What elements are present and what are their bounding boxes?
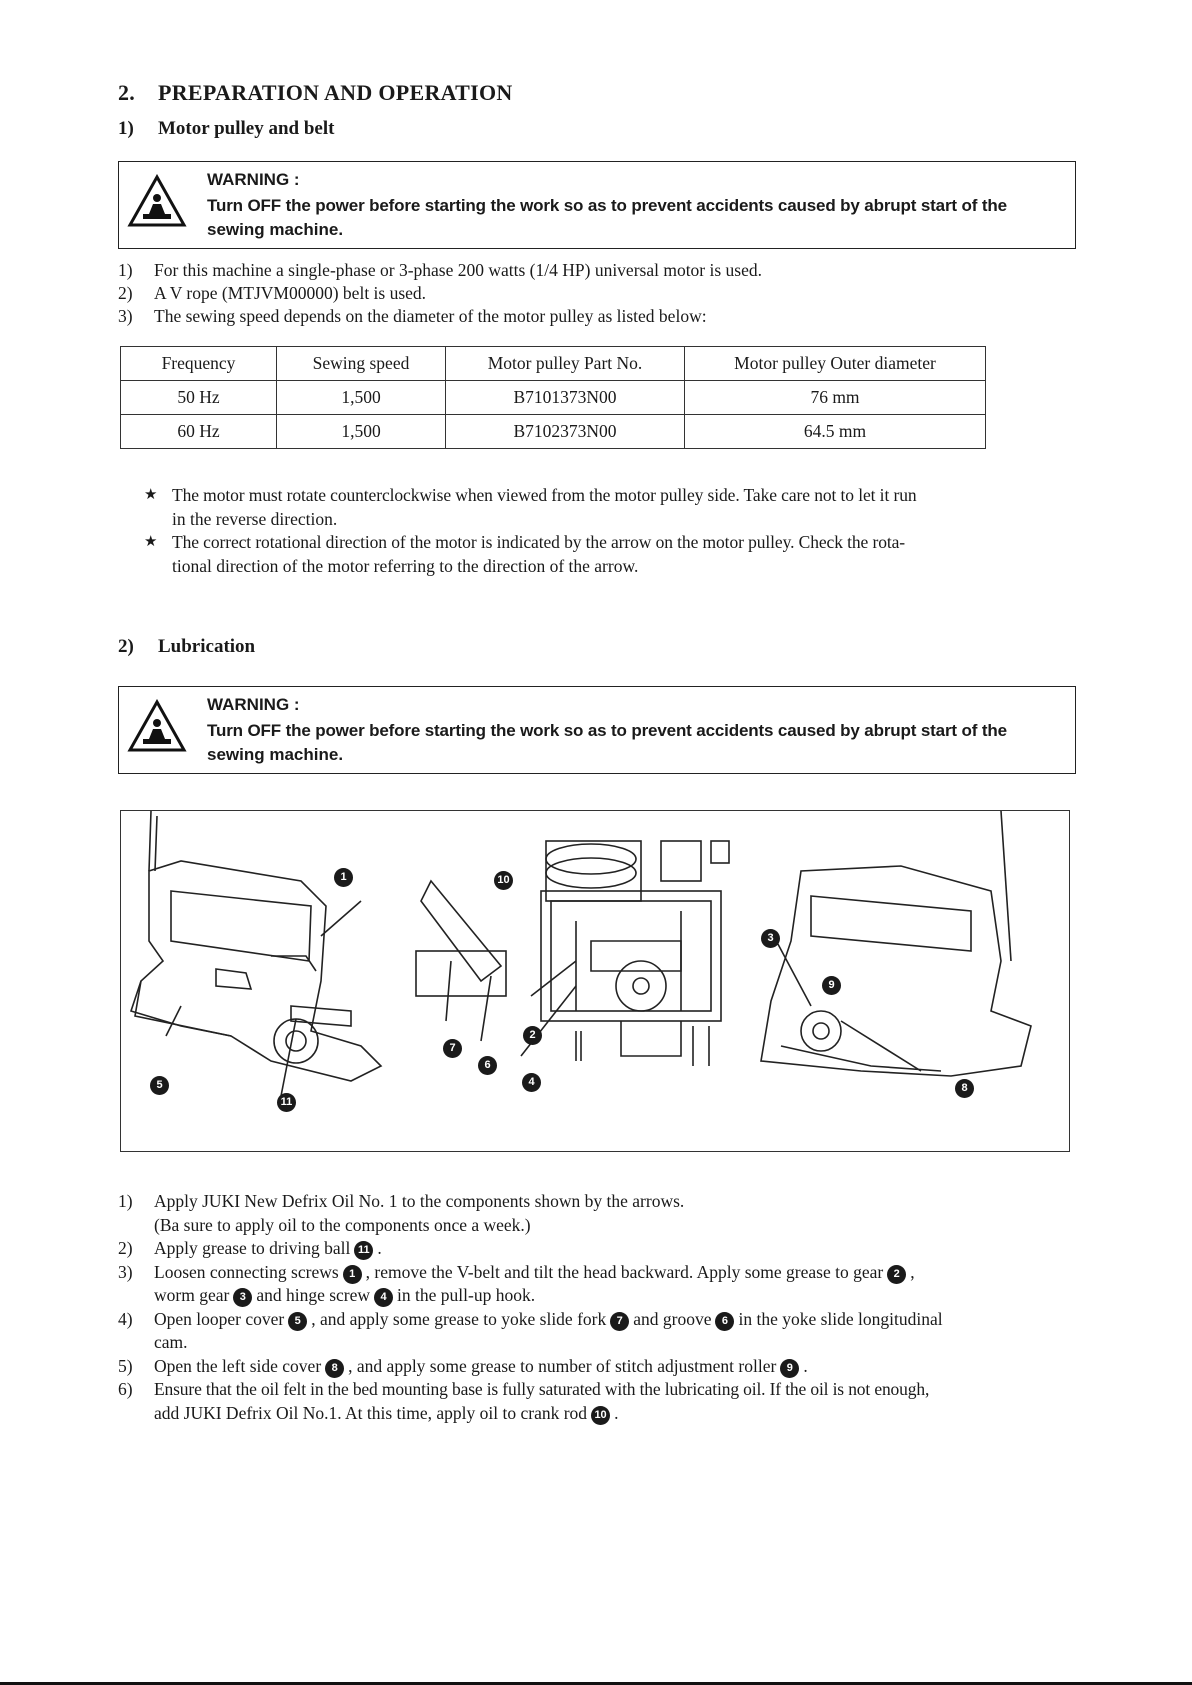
warning-title: WARNING : bbox=[207, 170, 300, 189]
motor-list bbox=[118, 259, 1068, 328]
section-heading-lubrication bbox=[118, 636, 255, 658]
callout-11: 11 bbox=[354, 1241, 373, 1260]
section-title: Motor pulley and belt bbox=[158, 118, 335, 139]
table-header-row bbox=[121, 347, 986, 381]
section-number: 2) bbox=[118, 636, 134, 657]
warning-triangle-icon bbox=[127, 174, 187, 228]
list-item: 1) Apply JUKI New Defrix Oil No. 1 to the components shown by the arrows. (Ba sure to apply oil to the components once a week.) bbox=[118, 1191, 685, 1235]
callout-3: 3 bbox=[761, 929, 780, 948]
list-item: 6) Ensure that the oil felt in the bed mounting base is fully saturated with the lubricating oil. If the oil is not enough, add JUKI Defrix Oil No.1. At this time, apply oil to crank rod 10 . bbox=[118, 1379, 930, 1423]
list-item: 3) The sewing speed depends on the diameter of the motor pulley as listed below: bbox=[118, 306, 707, 326]
motor-notes bbox=[144, 484, 1074, 578]
table-cell: 64.5 mm bbox=[685, 415, 986, 449]
callout-6: 6 bbox=[715, 1312, 734, 1331]
star-icon: ★ bbox=[144, 534, 158, 550]
table-cell: 50 Hz bbox=[121, 381, 277, 415]
list-item: 3) Loosen connecting screws 1 , remove the V-belt and tilt the head backward. Apply some grease to gear 2 , worm gear 3 and hinge screw 4 in the pull-up hook. bbox=[118, 1261, 915, 1305]
callout-10: 10 bbox=[591, 1406, 610, 1425]
callout-1: 1 bbox=[343, 1265, 362, 1284]
callout-8: 8 bbox=[955, 1079, 974, 1098]
warning-text-line2: sewing machine. bbox=[207, 220, 344, 239]
warning-title: WARNING : bbox=[207, 695, 300, 714]
warning-text-line2: sewing machine. bbox=[207, 745, 344, 764]
callout-4: 4 bbox=[374, 1288, 393, 1307]
table-header: Sewing speed bbox=[277, 347, 446, 381]
chapter-heading bbox=[118, 80, 513, 106]
warning-box-1 bbox=[118, 161, 1076, 249]
lubrication-steps bbox=[118, 1190, 1073, 1425]
callout-5: 5 bbox=[288, 1312, 307, 1331]
warning-text-line1: Turn OFF the power before starting the work so as to prevent accidents caused by abrupt start of the bbox=[207, 196, 1007, 215]
section-number: 1) bbox=[118, 118, 134, 139]
chapter-number: 2. bbox=[118, 80, 136, 105]
table-cell: 1,500 bbox=[277, 381, 446, 415]
note-item: ★ The correct rotational direction of the motor is indicated by the arrow on the motor pulley. Check the rota- tional direction of the motor referring to the direction of the arrow. bbox=[144, 532, 906, 576]
chapter-title: PREPARATION AND OPERATION bbox=[158, 80, 513, 105]
list-item: 2) A V rope (MTJVM00000) belt is used. bbox=[118, 283, 427, 303]
section-title: Lubrication bbox=[158, 636, 256, 657]
table-header: Motor pulley Outer diameter bbox=[685, 347, 986, 381]
list-item: 2) Apply grease to driving ball 11 . bbox=[118, 1238, 382, 1258]
callout-9: 9 bbox=[822, 976, 841, 995]
motor-pulley-table bbox=[120, 346, 986, 449]
star-icon: ★ bbox=[144, 487, 158, 503]
callout-9: 9 bbox=[780, 1359, 799, 1378]
callout-2: 2 bbox=[887, 1265, 906, 1284]
callout-4: 4 bbox=[522, 1073, 541, 1092]
callout-10: 10 bbox=[494, 871, 513, 890]
table-cell: 60 Hz bbox=[121, 415, 277, 449]
table-cell: 76 mm bbox=[685, 381, 986, 415]
note-item: ★ The motor must rotate counterclockwise when viewed from the motor pulley side. Take care not to let it run in the reverse direction. bbox=[144, 485, 917, 529]
warning-triangle-icon bbox=[127, 699, 187, 753]
sewing-machine-illustration bbox=[121, 811, 1071, 1153]
callout-7: 7 bbox=[610, 1312, 629, 1331]
table-cell: B7101373N00 bbox=[446, 381, 685, 415]
list-item: 5) Open the left side cover 8 , and apply some grease to number of stitch adjustment roller 9 . bbox=[118, 1355, 808, 1376]
section-heading-motor bbox=[118, 118, 334, 140]
list-item: 4) Open looper cover 5 , and apply some grease to yoke slide fork 7 and groove 6 in the yoke slide longitudinal cam. bbox=[118, 1308, 943, 1352]
callout-1: 1 bbox=[334, 868, 353, 887]
callout-2: 2 bbox=[523, 1026, 542, 1045]
lubrication-figure bbox=[120, 810, 1070, 1152]
callout-11: 11 bbox=[277, 1093, 296, 1112]
callout-8: 8 bbox=[325, 1359, 344, 1378]
callout-5: 5 bbox=[150, 1076, 169, 1095]
warning-box-2 bbox=[118, 686, 1076, 774]
table-header: Motor pulley Part No. bbox=[446, 347, 685, 381]
callout-6: 6 bbox=[478, 1056, 497, 1075]
table-cell: B7102373N00 bbox=[446, 415, 685, 449]
table-row bbox=[121, 415, 986, 449]
table-row bbox=[121, 381, 986, 415]
table-header: Frequency bbox=[121, 347, 277, 381]
list-item: 1) For this machine a single-phase or 3-phase 200 watts (1/4 HP) universal motor is used. bbox=[118, 260, 763, 280]
warning-text-line1: Turn OFF the power before starting the work so as to prevent accidents caused by abrupt start of the bbox=[207, 721, 1007, 740]
table-cell: 1,500 bbox=[277, 415, 446, 449]
callout-7: 7 bbox=[443, 1039, 462, 1058]
callout-3: 3 bbox=[233, 1288, 252, 1307]
